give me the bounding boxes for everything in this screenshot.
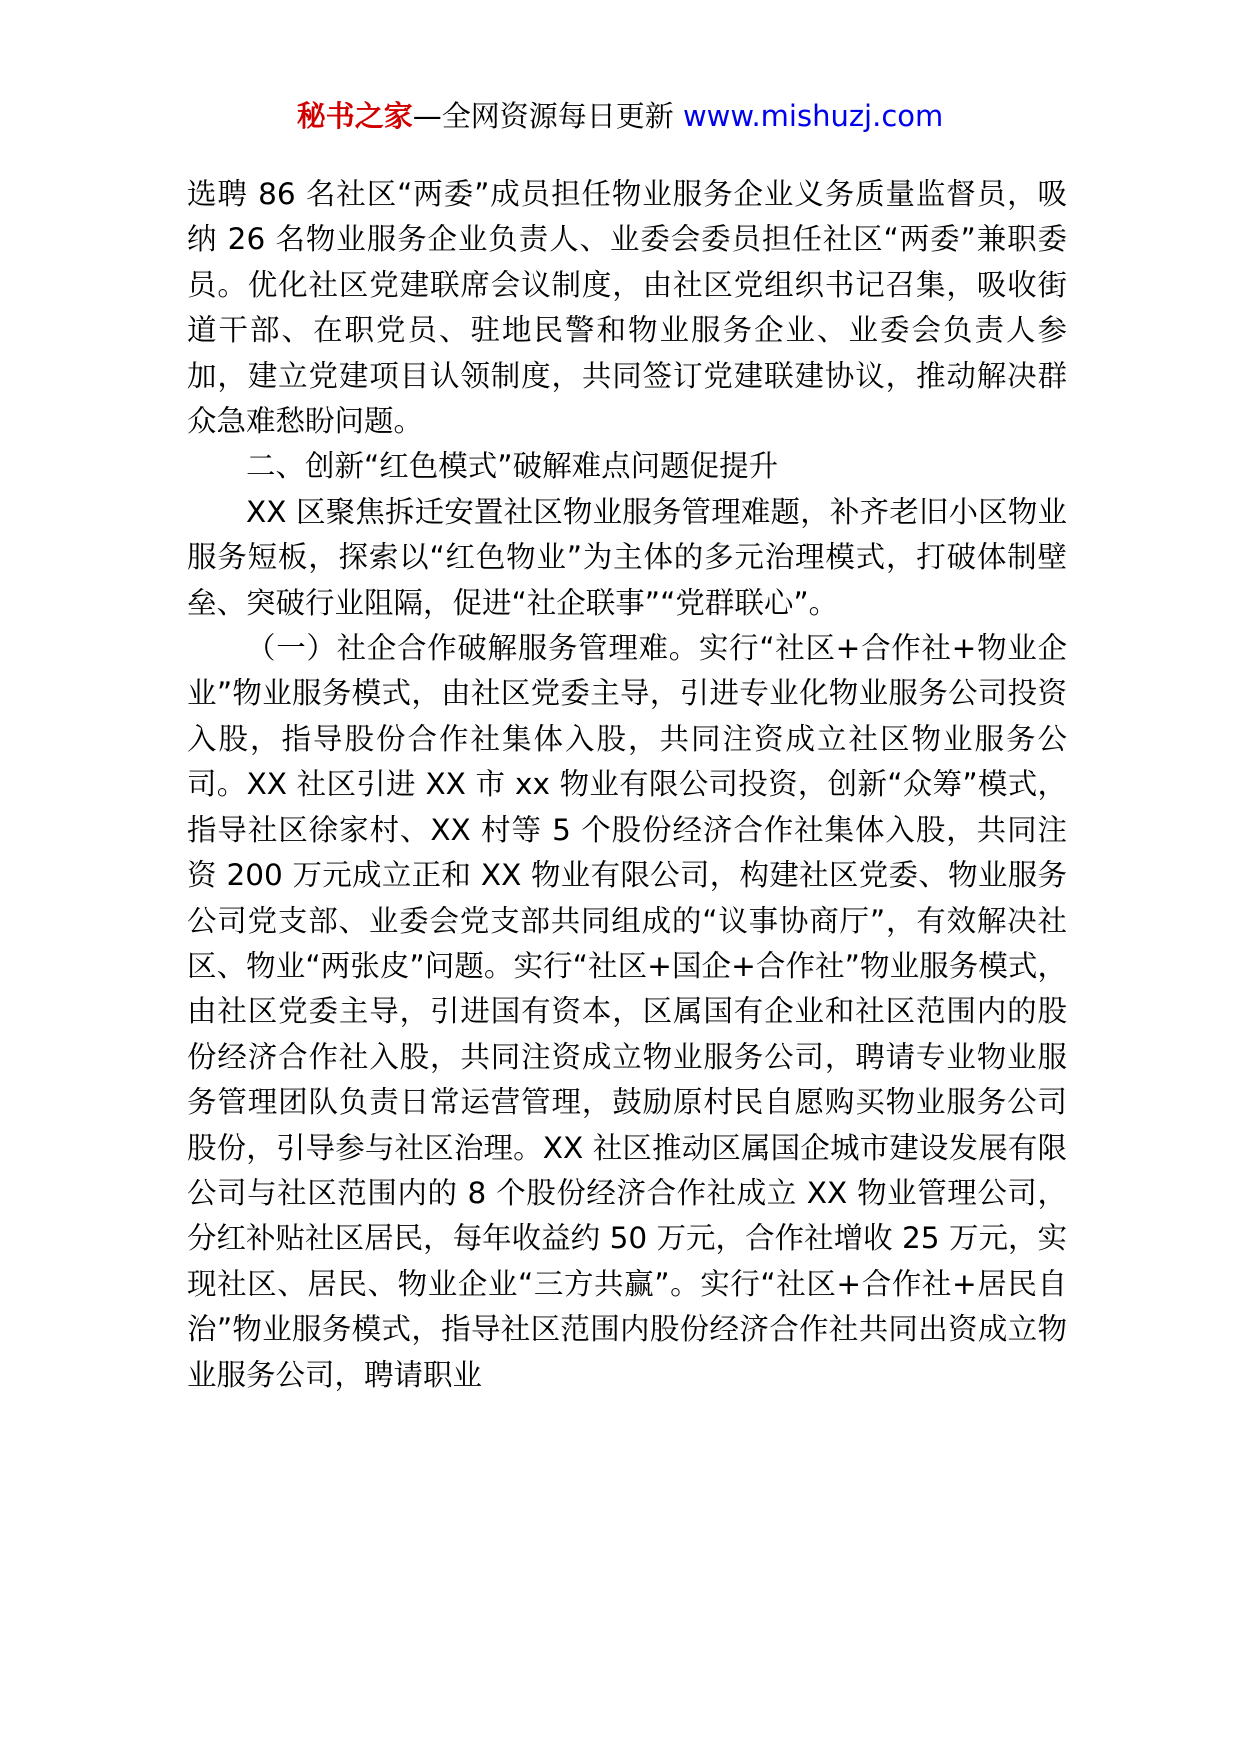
paragraph: （一）社企合作破解服务管理难。实行“社区+合作社+物业企业”物业服务模式，由社区党委主导，引进专业化物业服务公司投资入股，指导股份合作社集体入股，共同注资成立社区物业服务公司。XX 社区引进 XX 市 xx 物业有限公司投资，创新“众筹”模式，指导社区徐家村、XX 村等 5 个股份经济合作社集体入股，共同注资 200 万元成立正和 XX 物业有限公司，构建社区党委、物业服务公司党支部、业委会党支部共同组成的“议事协商厅”，有效解决社区、物业“两张皮”问题。实行“社区+国企+合作社”物业服务模式，由社区党委主导，引进国有资本，区属国有企业和社区范围内的股份经济合作社入股，共同注资成立物业服务公司，聘请专业物业服务管理团队负责日常运营管理，鼓励原村民自愿购买物业服务公司股份，引导参与社区治理。XX 社区推动区属国企城市建设发展有限公司与社区范围内的 8 个股份经济合作社成立 XX 物业管理公司，分红补贴社区居民，每年收益约 50 万元，合作社增收 25 万元，实现社区、居民、物业企业“三方共赢”。实行“社区+合作社+居民自治”物业服务模式，指导社区范围内股份经济合作社共同出资成立物业服务公司，聘请职业 [187,631,1067,1392]
site-brand: 秘书之家 [296,99,413,133]
paragraph: XX 区聚焦拆迁安置社区物业服务管理难题，补齐老旧小区物业服务短板，探索以“红色物业”为主体的多元治理模式，打破体制壁垒、突破行业阻隔，促进“社企联事”“党群联心”。 [187,494,1067,620]
section-heading: 二、创新“红色模式”破解难点问题促提升 [246,449,779,484]
document-body [187,172,1067,1398]
paragraph-continuation: 选聘 86 名社区“两委”成员担任物业服务企业义务质量监督员，吸纳 26 名物业服务企业负责人、业委会委员担任社区“两委”兼职委员。优化社区党建联席会议制度，由社区党组织书记召集，吸收街道干部、在职党员、驻地民警和物业服务企业、业委会负责人参加，建立党建项目认领制度，共同签订党建联建协议，推动解决群众急难愁盼问题。 [187,177,1067,439]
site-tagline: —全网资源每日更新 [412,99,683,133]
site-url-link[interactable]: www.mishuzj.com [682,99,944,133]
page-header [0,96,1240,136]
